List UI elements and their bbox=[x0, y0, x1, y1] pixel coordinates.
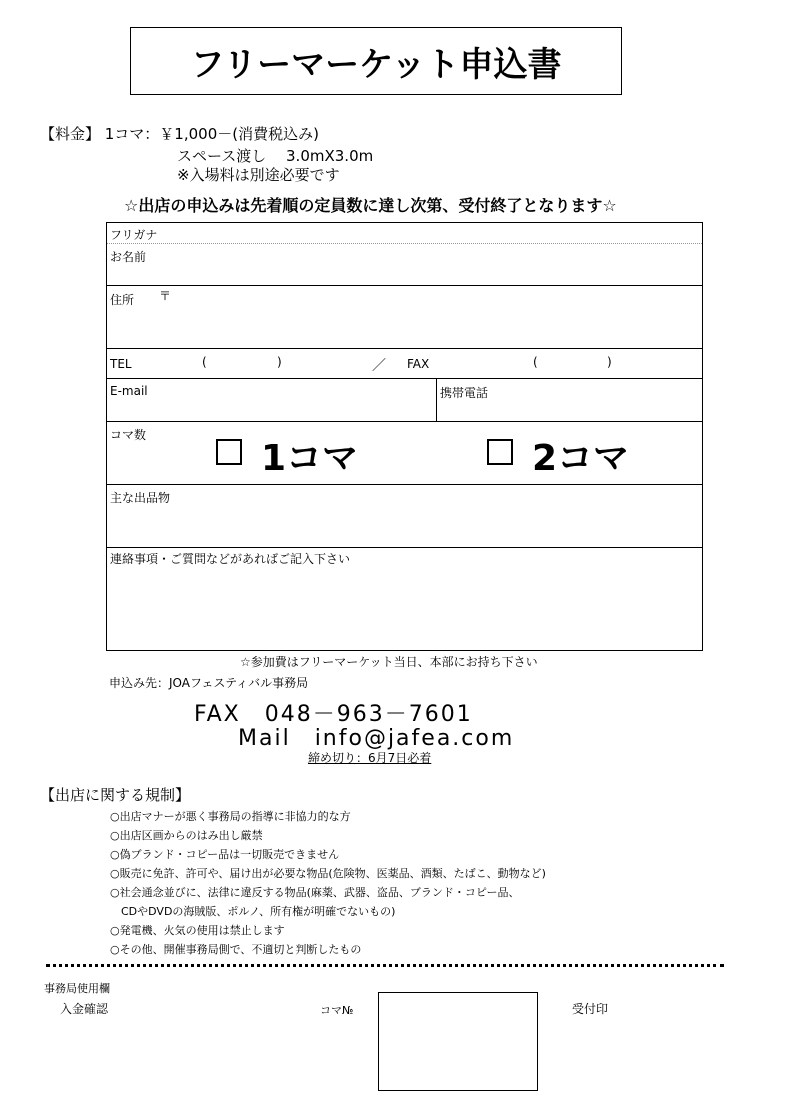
row-divider bbox=[107, 547, 702, 548]
fax-field[interactable] bbox=[447, 352, 687, 374]
mobile-field[interactable] bbox=[440, 401, 695, 419]
items-field[interactable] bbox=[110, 507, 695, 543]
first-come-notice: ☆出店の申込みは先着順の定員数に達し次第、受付終了となります☆ bbox=[124, 196, 617, 215]
cut-line bbox=[46, 964, 724, 967]
contact-mail[interactable]: Mail info@jafea.com bbox=[238, 726, 515, 751]
fax-paren-open: ( bbox=[533, 355, 538, 369]
address-label: 住所 bbox=[110, 293, 135, 307]
row-divider bbox=[107, 285, 702, 286]
rule-item: ○社会通念並びに、法律に違反する物品(麻薬、武器、盗品、ブランド・コピー品、 bbox=[110, 886, 520, 899]
fee-line-1: 【料金】 1コマ：￥1,000－(消費税込み) bbox=[40, 125, 319, 143]
postal-mark: 〒 bbox=[159, 289, 172, 303]
koma-no-box bbox=[378, 992, 538, 1091]
apply-to: 申込み先：JOAフェスティバル事務局 bbox=[109, 676, 309, 690]
rule-item: ○出店マナーが悪く事務局の指導に非協力的な方 bbox=[110, 810, 351, 823]
mobile-label: 携帯電話 bbox=[440, 386, 489, 400]
email-field[interactable] bbox=[110, 401, 430, 419]
koma-count-label: コマ数 bbox=[110, 428, 147, 442]
fax-label: FAX bbox=[407, 357, 430, 371]
fee-payment-note: ☆参加費はフリーマーケット当日、本部にお持ち下さい bbox=[240, 655, 538, 669]
furigana-divider bbox=[107, 243, 702, 244]
tel-label: TEL bbox=[110, 357, 132, 371]
email-label: E-mail bbox=[110, 384, 148, 398]
rule-item: ○発電機、火気の使用は禁止します bbox=[110, 924, 285, 937]
tel-field[interactable] bbox=[147, 352, 367, 374]
contact-fax: FAX 048－963－7601 bbox=[194, 702, 473, 727]
option-2koma-checkbox[interactable] bbox=[487, 439, 513, 465]
fax-paren-close: ) bbox=[607, 355, 612, 369]
tel-paren-open: ( bbox=[202, 355, 207, 369]
payment-confirm-label: 入金確認 bbox=[60, 1002, 109, 1016]
receipt-stamp-label: 受付印 bbox=[572, 1002, 609, 1016]
remarks-label: 連絡事項・ご質問などがあればご記入下さい bbox=[110, 552, 351, 566]
furigana-label: フリガナ bbox=[110, 228, 158, 242]
slash: ／ bbox=[372, 358, 386, 374]
rule-item: CDやDVDの海賊版、ポルノ、所有権が明確でないもの) bbox=[110, 905, 396, 918]
name-label: お名前 bbox=[110, 250, 147, 264]
row-divider bbox=[107, 484, 702, 485]
rule-item: ○出店区画からのはみ出し厳禁 bbox=[110, 829, 263, 842]
deadline: 締め切り：6月7日必着 bbox=[308, 751, 432, 765]
fee-line-3: ※入場料は別途必要です bbox=[177, 166, 340, 184]
remarks-field[interactable] bbox=[110, 568, 695, 646]
name-field[interactable] bbox=[167, 245, 687, 283]
col-divider bbox=[436, 378, 437, 421]
page-title: フリーマーケット申込書 bbox=[130, 27, 622, 95]
fee-line-2: スペース渡し 3.0mX3.0m bbox=[177, 147, 374, 165]
rule-item: ○その他、開催事務局側で、不適切と判断したもの bbox=[110, 943, 362, 956]
office-use-heading: 事務局使用欄 bbox=[44, 982, 110, 995]
option-1koma-checkbox[interactable] bbox=[216, 439, 242, 465]
row-divider bbox=[107, 421, 702, 422]
tel-paren-close: ) bbox=[277, 355, 282, 369]
option-2koma-label: 2コマ bbox=[532, 438, 630, 479]
koma-no-label: コマ№ bbox=[320, 1004, 354, 1017]
row-divider bbox=[107, 378, 702, 379]
items-label: 主な出品物 bbox=[110, 491, 171, 505]
option-1koma-label: 1コマ bbox=[261, 438, 359, 479]
address-field[interactable] bbox=[177, 289, 687, 345]
row-divider bbox=[107, 348, 702, 349]
rule-item: ○偽ブランド・コピー品は一切販売できません bbox=[110, 848, 340, 861]
rules-heading: 【出店に関する規制】 bbox=[40, 786, 191, 804]
rule-item: ○販売に免許、許可や、届け出が必要な物品(危険物、医薬品、酒類、たばこ、動物など) bbox=[110, 867, 546, 880]
application-form bbox=[106, 222, 703, 651]
